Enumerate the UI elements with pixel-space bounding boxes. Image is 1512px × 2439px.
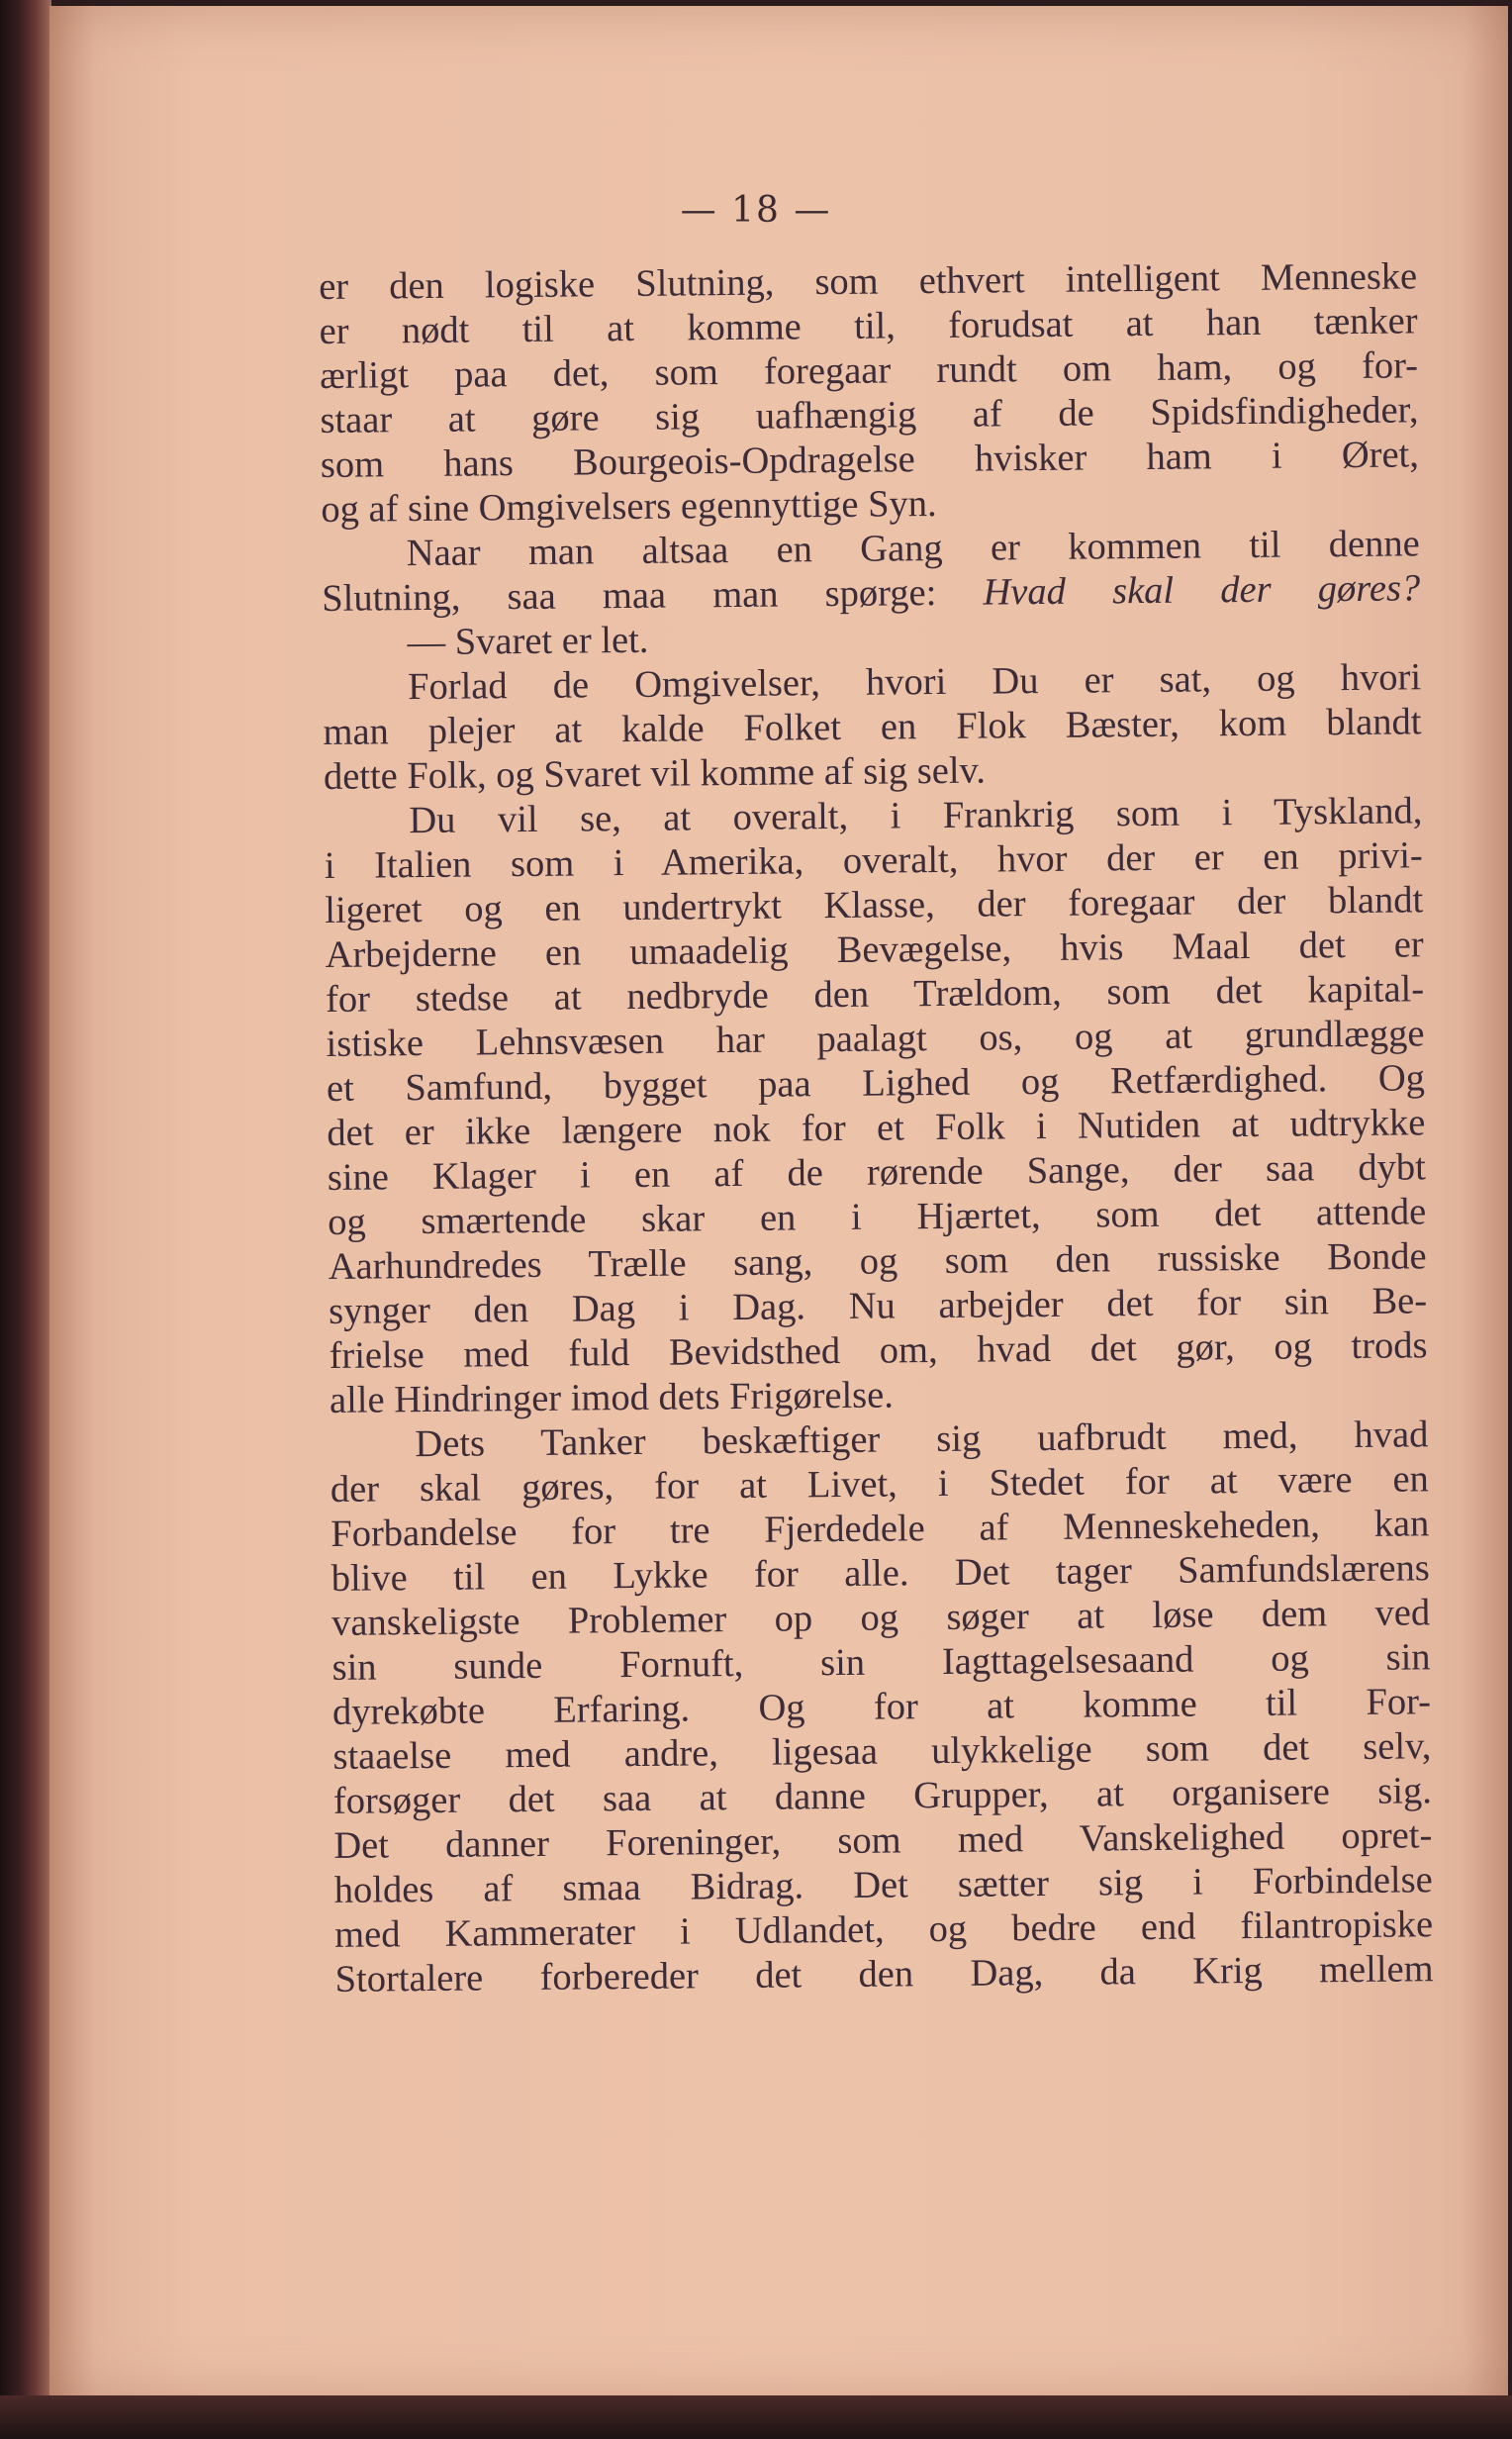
text-line: — Svaret er let. [407, 619, 649, 664]
text-line: synger den Dag i Dag. Nu arbejder det for sin Be- [328, 1280, 1428, 1332]
text-line: dyrekøbte Erfaring. Og for at komme til For- [331, 1681, 1432, 1733]
text-line: er den logiske Slutning, som ethvert intelligent Menneske [319, 255, 1418, 308]
text-line: og smærtende skar en i Hjærtet, som det attende [328, 1191, 1427, 1243]
text-line: Forbandelse for tre Fjerdedele af Menneskeheden, kan [331, 1503, 1430, 1555]
text-line: staaelse med andre, ligesaa ulykkelige som det selv, [332, 1725, 1432, 1778]
text-line: ligeret og en undertrykt Klasse, der foregaar der blandt [325, 879, 1424, 931]
text-line: Dets Tanker beskæftiger sig uafbrudt med, hvad [415, 1414, 1429, 1466]
text-line: ærligt paa det, som foregaar rundt om ham, og for- [319, 344, 1419, 397]
text-line: Naar man altsaa en Gang er kommen til denne [406, 523, 1420, 575]
text-line: vanskeligste Problemer op og søger at løse dem ved [331, 1592, 1431, 1644]
text-line: dette Folk, og Svaret vil komme af sig selv. [323, 749, 987, 798]
text-line: istiske Lehnsvæsen har paalagt os, og at grundlægge [326, 1013, 1425, 1065]
text-line: det er ikke længere nok for et Folk i Nutiden at udtrykke [327, 1102, 1426, 1154]
text-line: holdes af smaa Bidrag. Det sætter sig i Forbindelse [333, 1859, 1433, 1911]
italic-question: Hvad skal der gøres? [983, 567, 1421, 614]
text-line: et Samfund, bygget paa Lighed og Retfærdighed. Og [326, 1057, 1426, 1110]
book-binding [0, 0, 51, 2439]
text-line: og af sine Omgivelsers egennyttige Syn. [321, 483, 937, 531]
page-bottom-edge [0, 2395, 1512, 2439]
text-line: Stortalere forbereder det den Dag, da Krig mellem [334, 1948, 1434, 2000]
text-line: sine Klager i en af de rørende Sange, der saa dybt [327, 1146, 1427, 1199]
text-line: Du vil se, at overalt, i Frankrig som i Tyskland, [409, 790, 1423, 842]
text-line: Arbejderne en umaadelig Bevægelse, hvis Maal det er [325, 924, 1424, 976]
text-line: med Kammerater i Udlandet, og bedre end filantropiske [333, 1903, 1434, 1956]
text-line: for stedse at nedbryde den Trældom, som det kapital- [325, 968, 1425, 1021]
text-line: som hans Bourgeois-Opdragelse hvisker ham i Øret, [320, 434, 1420, 486]
text-line-lead: Slutning, saa maa man spørge: [322, 571, 984, 620]
body-text [319, 254, 1434, 2002]
text-line: Aarhundredes Trælle sang, og som den russiske Bonde [328, 1235, 1427, 1288]
text-line: alle Hindringer imod dets Frigørelse. [329, 1374, 895, 1421]
text-line: Det danner Foreninger, som med Vanskelighed opret- [333, 1814, 1433, 1867]
text-line: staar at gøre sig uafhængig af de Spidsfindigheder, [320, 389, 1419, 441]
text-line: Forlad de Omgivelser, hvori Du er sat, og hvori [407, 656, 1422, 709]
text-line: blive til en Lykke for alle. Det tager Samfundslærens [331, 1547, 1430, 1600]
text-line: forsøger det saa at danne Grupper, at organisere sig. [332, 1770, 1433, 1822]
text-line: sin sunde Fornuft, sin Iagttagelsesaand og sin [331, 1636, 1431, 1689]
text-line: er nødt til at komme til, forudsat at han tænker [319, 300, 1418, 352]
text-line: frielse med fuld Bevidsthed om, hvad det gør, og trods [329, 1324, 1428, 1377]
text-line: der skal gøres, for at Livet, i Stedet for at være en [330, 1458, 1430, 1511]
text-line: i Italien som i Amerika, overalt, hvor der er en privi- [324, 834, 1423, 887]
text-line: man plejer at kalde Folket en Flok Bæster, kom blandt [323, 701, 1422, 753]
page-number: — 18 — [680, 190, 832, 231]
